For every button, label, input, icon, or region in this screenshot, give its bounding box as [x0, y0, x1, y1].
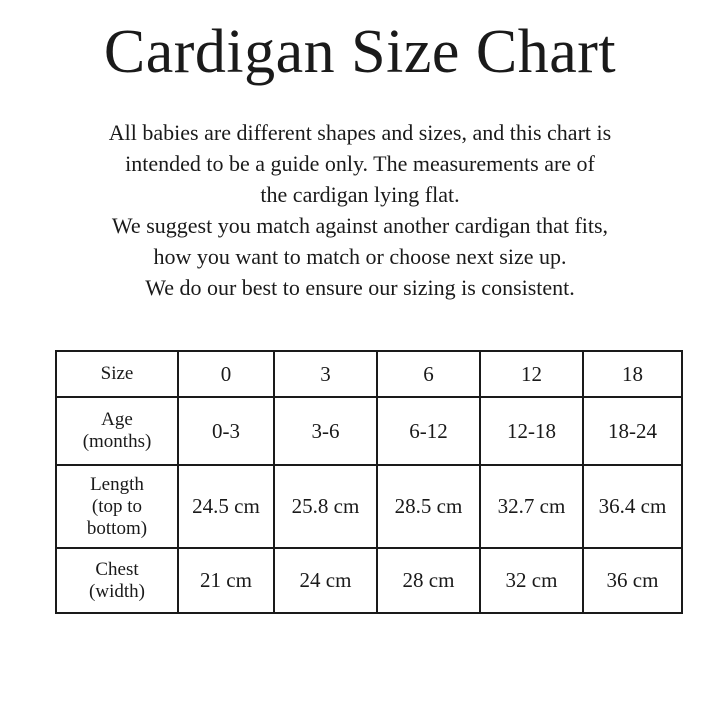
table-cell: 32.7 cm: [480, 465, 583, 548]
intro-line: We suggest you match against another cardigan that fits,: [111, 213, 609, 238]
row-header-label: Length: [90, 473, 144, 495]
table-cell: 24.5 cm: [178, 465, 274, 548]
table-cell: 3-6: [274, 397, 377, 465]
table-cell: 3: [274, 351, 377, 397]
table-cell: 6: [377, 351, 480, 397]
table-cell: 28 cm: [377, 548, 480, 613]
table-row-age: [56, 397, 682, 465]
row-header-age: [56, 397, 178, 465]
row-header-label: Size: [100, 363, 134, 384]
table-cell: 21 cm: [178, 548, 274, 613]
table-row-size: [56, 351, 682, 397]
table-cell: 18-24: [583, 397, 682, 465]
intro-line: All babies are different shapes and sizes, and this chart is: [108, 120, 612, 145]
intro-line: We do our best to ensure our sizing is consistent.: [145, 275, 575, 300]
row-header-label: Chest: [95, 558, 139, 580]
row-header-label: (top to: [91, 495, 143, 517]
table-cell: 36 cm: [583, 548, 682, 613]
table-cell: 12: [480, 351, 583, 397]
row-header-label: (width): [89, 580, 145, 602]
page-title: Cardigan Size Chart: [103, 18, 617, 86]
table-row-length: [56, 465, 682, 548]
table-cell: 36.4 cm: [583, 465, 682, 548]
table-cell: 0: [178, 351, 274, 397]
row-header-chest: [56, 548, 178, 613]
size-chart-table: [55, 350, 683, 614]
table-cell: 24 cm: [274, 548, 377, 613]
intro-line: the cardigan lying flat.: [260, 182, 460, 207]
table-cell: 25.8 cm: [274, 465, 377, 548]
table-cell: 0-3: [178, 397, 274, 465]
table-cell: 12-18: [480, 397, 583, 465]
row-header-label: (months): [82, 431, 152, 452]
row-header-size: [56, 351, 178, 397]
table-cell: 32 cm: [480, 548, 583, 613]
intro-line: how you want to match or choose next size up.: [153, 244, 567, 269]
intro-line: intended to be a guide only. The measurements are of: [125, 151, 595, 176]
table-cell: 6-12: [377, 397, 480, 465]
intro-text: [0, 117, 720, 303]
table-cell: 28.5 cm: [377, 465, 480, 548]
table-cell: 18: [583, 351, 682, 397]
row-header-label: bottom): [86, 517, 148, 539]
row-header-length: [56, 465, 178, 548]
row-header-label: Age: [101, 409, 133, 430]
table-row-chest: [56, 548, 682, 613]
